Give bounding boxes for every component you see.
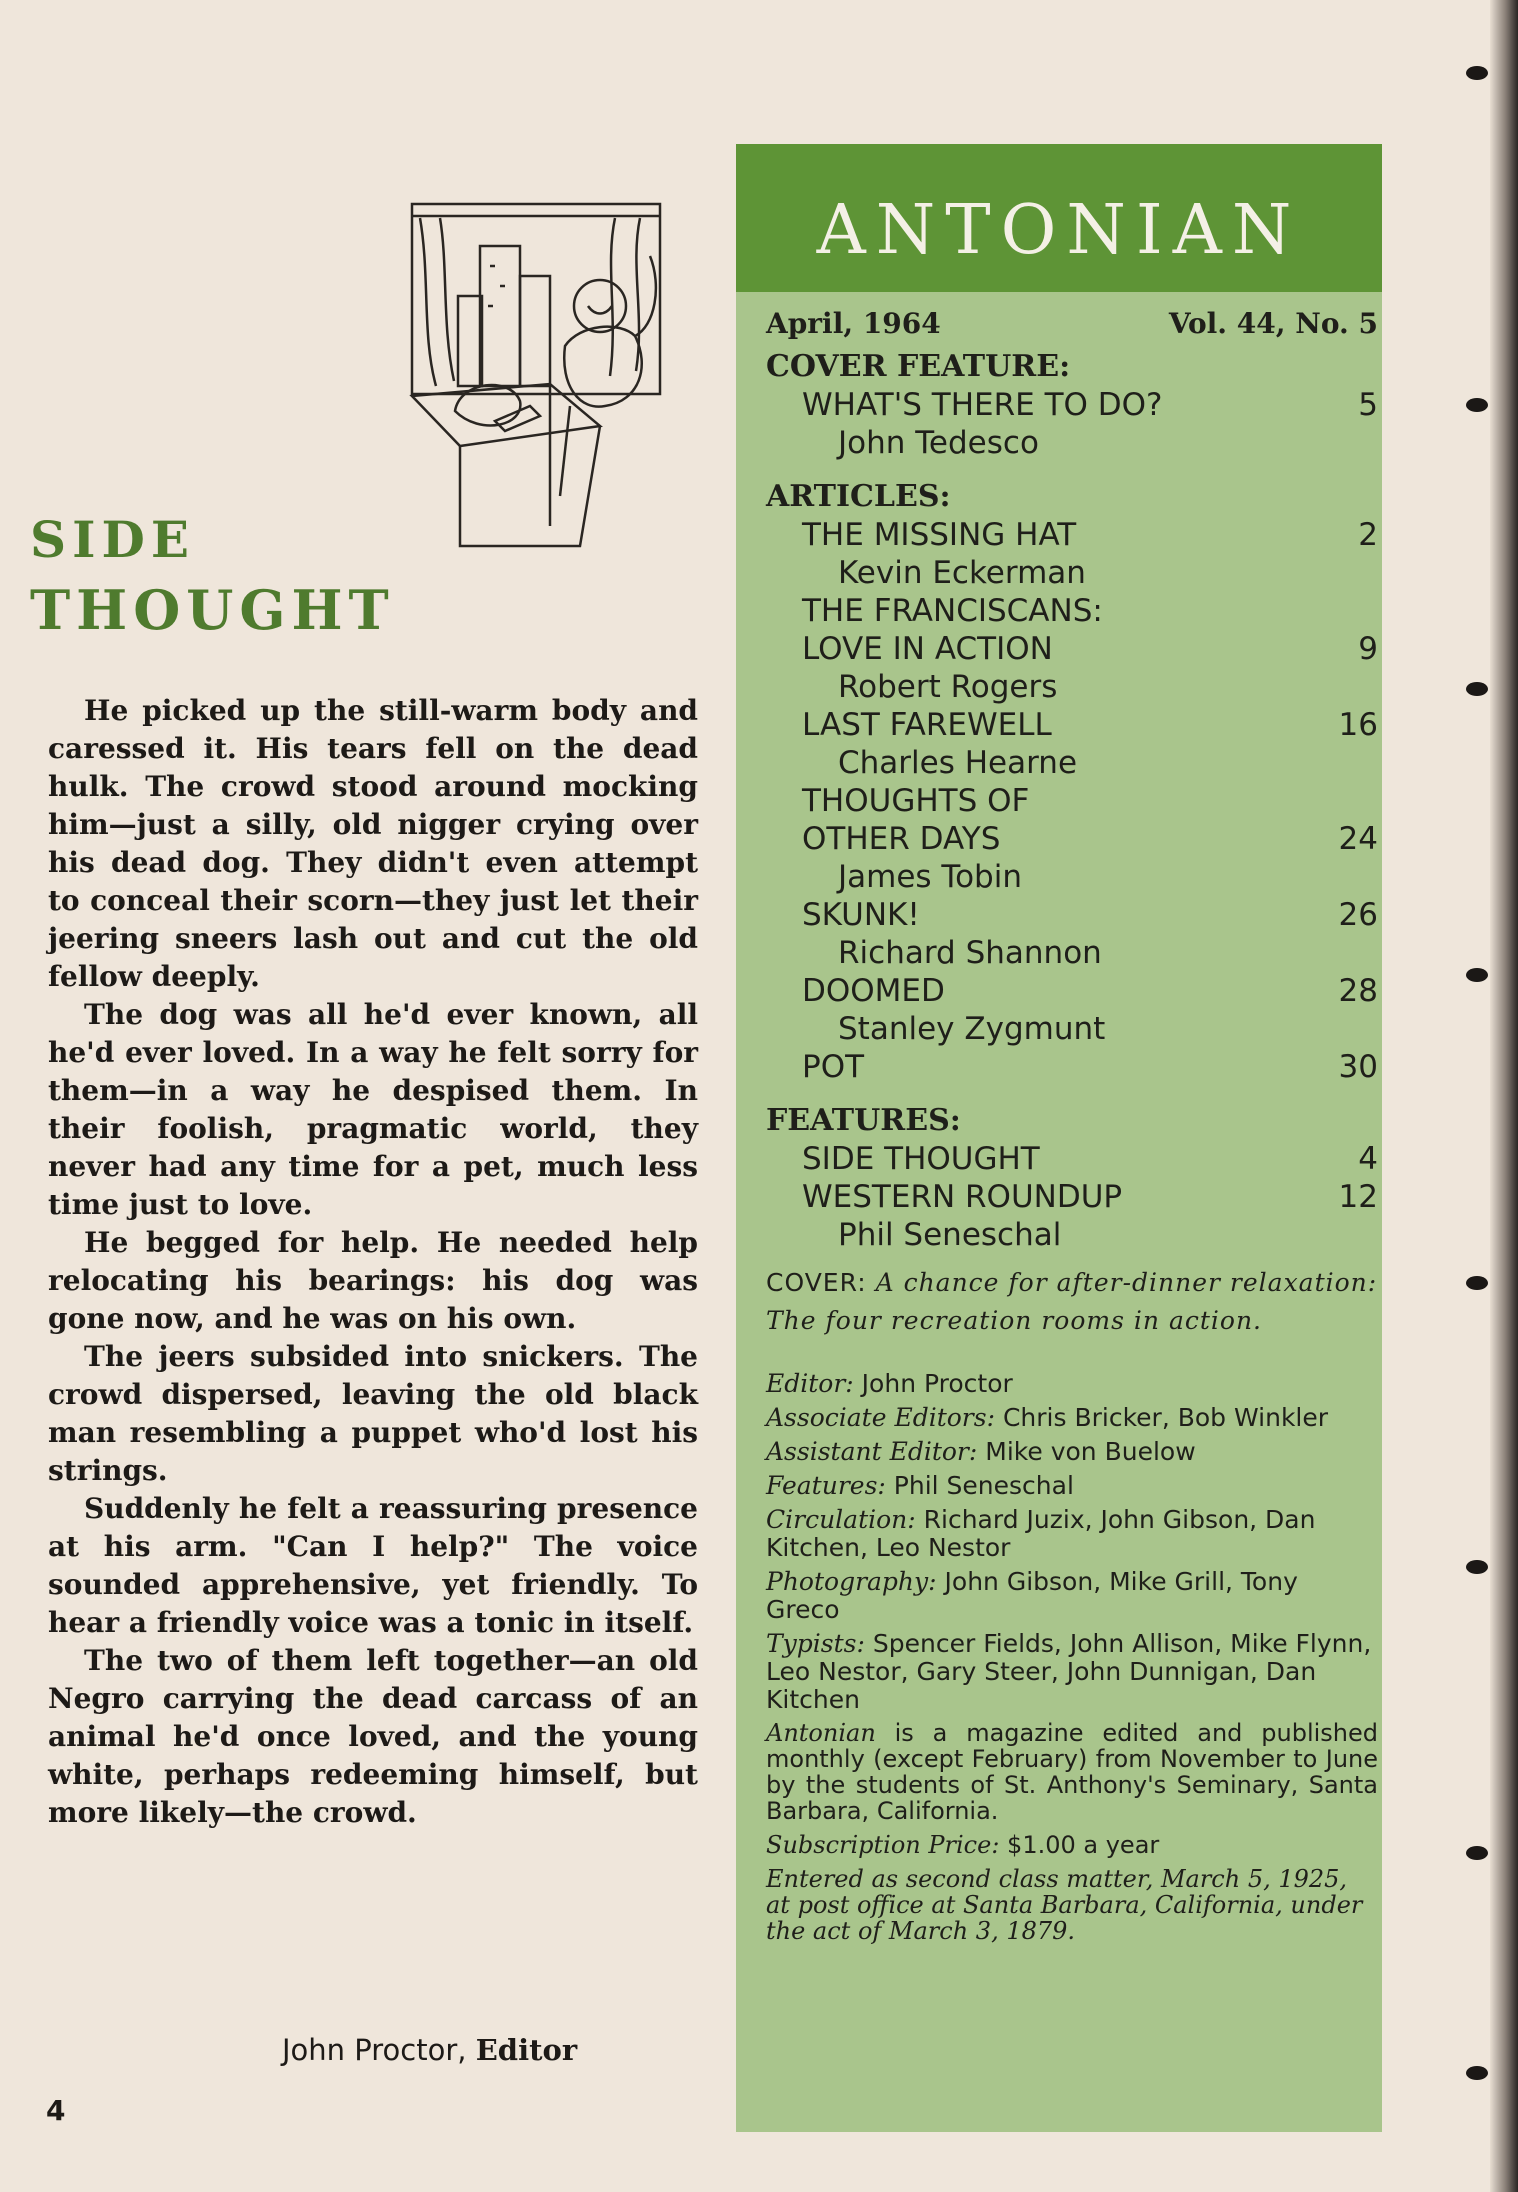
toc-title: LAST FAREWELL bbox=[802, 707, 1052, 743]
binding-hole bbox=[1466, 2066, 1488, 2080]
toc-page: 30 bbox=[1338, 1049, 1378, 1085]
staff-entry bbox=[766, 1404, 1378, 1432]
story-paragraph: He begged for help. He needed help relocating his bearings: his dog was gone now, and he was on his own. bbox=[48, 1226, 698, 1335]
publication-name: Antonian bbox=[766, 1719, 876, 1747]
staff-names: John Proctor bbox=[853, 1369, 1013, 1398]
staff-role: Circulation: bbox=[766, 1505, 916, 1534]
title-line-1: SIDE bbox=[30, 510, 195, 569]
staff-entry bbox=[766, 1630, 1378, 1714]
toc-title: SIDE THOUGHT bbox=[802, 1141, 1040, 1177]
binding-hole bbox=[1466, 66, 1488, 80]
toc-item bbox=[766, 820, 1378, 858]
cover-caption bbox=[766, 1264, 1378, 1340]
articles-heading: ARTICLES: bbox=[766, 479, 951, 514]
cover-caption-text: A chance for after-dinner relaxation: The four recreation rooms in action. bbox=[766, 1268, 1378, 1335]
staff-role: Features: bbox=[766, 1471, 886, 1500]
staff-entry bbox=[766, 1438, 1378, 1466]
staff-names: Mike von Buelow bbox=[977, 1437, 1196, 1466]
story-signature bbox=[282, 2033, 577, 2067]
sketch-illustration bbox=[400, 196, 670, 561]
binding-hole bbox=[1466, 398, 1488, 412]
staff-names: Chris Bricker, Bob Winkler bbox=[995, 1403, 1329, 1432]
toc-page: 16 bbox=[1338, 707, 1378, 743]
toc-item bbox=[766, 630, 1378, 668]
staff-role: Assistant Editor: bbox=[766, 1437, 978, 1466]
toc-page: 2 bbox=[1358, 517, 1378, 553]
story-paragraph: The two of them left together—an old Negro carrying the dead carcass of an animal he'd once loved, and the young white, perhaps redeeming himself, but more likely—the crowd. bbox=[48, 1644, 698, 1829]
toc-item bbox=[766, 896, 1378, 934]
toc-page: 26 bbox=[1338, 897, 1378, 933]
staff-entry bbox=[766, 1568, 1378, 1624]
title-line-2: THOUGHT bbox=[30, 578, 395, 642]
story-paragraph: The jeers subsided into snickers. The crowd dispersed, leaving the old black man resembling a puppet who'd lost his strings. bbox=[48, 1340, 698, 1487]
toc-item bbox=[766, 782, 1378, 820]
subscription-line bbox=[766, 1832, 1378, 1858]
toc-title: POT bbox=[802, 1049, 865, 1085]
binding-hole bbox=[1466, 1276, 1488, 1290]
toc-title: THE FRANCISCANS: bbox=[802, 593, 1103, 629]
toc-page: 4 bbox=[1358, 1141, 1378, 1177]
masthead-title: ANTONIAN bbox=[736, 144, 1382, 292]
toc-title: WESTERN ROUNDUP bbox=[802, 1179, 1123, 1215]
staff-role: Photography: bbox=[766, 1567, 937, 1596]
story-paragraph: Suddenly he felt a reassuring presence at his arm. "Can I help?" The voice sounded apprehensive, yet friendly. To hear a friendly voice was a tonic in itself. bbox=[48, 1492, 698, 1639]
toc-page bbox=[1338, 592, 1378, 630]
toc-title: WHAT'S THERE TO DO? bbox=[802, 387, 1163, 423]
staff-entry bbox=[766, 1370, 1378, 1398]
staff-names: Phil Seneschal bbox=[885, 1471, 1074, 1500]
staff-names: Spencer Fields, John Allison, Mike Flynn, Leo Nestor, Gary Steer, John Dunnigan, Dan Kitchen bbox=[766, 1629, 1372, 1714]
staff-role: Editor: bbox=[766, 1369, 854, 1398]
subscription-label: Subscription Price: bbox=[766, 1831, 1000, 1859]
cover-caption-label: COVER: bbox=[766, 1268, 867, 1297]
toc-title: LOVE IN ACTION bbox=[802, 631, 1053, 667]
articles-list bbox=[766, 516, 1378, 1086]
binding-hole bbox=[1466, 1560, 1488, 1574]
staff-entry bbox=[766, 1472, 1378, 1500]
toc-author: Richard Shannon bbox=[838, 935, 1102, 971]
toc-page: 24 bbox=[1338, 821, 1378, 857]
toc-item bbox=[766, 516, 1378, 554]
masthead-contents bbox=[766, 304, 1378, 1944]
publication-statement bbox=[766, 1720, 1378, 1824]
toc-item bbox=[766, 592, 1378, 630]
staff-role: Typists: bbox=[766, 1629, 865, 1658]
postal-entry-statement: Entered as second class matter, March 5, 1925, at post office at Santa Barbara, California, under the act of March 3, 1879. bbox=[766, 1865, 1363, 1945]
features-list bbox=[766, 1140, 1378, 1254]
toc-page: 12 bbox=[1338, 1179, 1378, 1215]
staff-names: John Gibson, Mike Grill, Tony Greco bbox=[766, 1567, 1298, 1624]
toc-author: Robert Rogers bbox=[838, 669, 1058, 705]
toc-item bbox=[766, 1140, 1378, 1178]
toc-item bbox=[766, 706, 1378, 744]
toc-title: THE MISSING HAT bbox=[802, 517, 1077, 553]
toc-page bbox=[1338, 782, 1378, 820]
features-heading: FEATURES: bbox=[766, 1103, 961, 1138]
toc-title: OTHER DAYS bbox=[802, 821, 1001, 857]
toc-author: Kevin Eckerman bbox=[838, 555, 1086, 591]
toc-page: 5 bbox=[1358, 387, 1378, 423]
toc-author: Charles Hearne bbox=[838, 745, 1078, 781]
signature-name: John Proctor, bbox=[282, 2033, 476, 2067]
story-paragraph: The dog was all he'd ever known, all he'd ever loved. In a way he felt sorry for them—in a way he despised them. In their foolish, pragmatic world, they never had any time for a pet, much less time just to love. bbox=[48, 998, 698, 1221]
binding-hole bbox=[1466, 1846, 1488, 1860]
issue-line bbox=[766, 304, 1378, 344]
staff-role: Associate Editors: bbox=[766, 1403, 996, 1432]
toc-author: John Tedesco bbox=[838, 425, 1039, 461]
toc-item bbox=[766, 1178, 1378, 1216]
staff-entry bbox=[766, 1506, 1378, 1562]
toc-title: DOOMED bbox=[802, 973, 945, 1009]
binding-hole bbox=[1466, 968, 1488, 982]
toc-page: 28 bbox=[1338, 973, 1378, 1009]
signature-role: Editor bbox=[475, 2033, 578, 2067]
toc-item bbox=[766, 972, 1378, 1010]
story-body bbox=[48, 692, 698, 1832]
staff-names: Richard Juzix, John Gibson, Dan Kitchen, Leo Nestor bbox=[766, 1505, 1316, 1562]
toc-title: THOUGHTS OF bbox=[802, 783, 1030, 819]
toc-author: Stanley Zygmunt bbox=[838, 1011, 1106, 1047]
masthead-box bbox=[736, 144, 1382, 2132]
toc-author: James Tobin bbox=[838, 859, 1022, 895]
page-binding-edge bbox=[1490, 0, 1518, 2192]
cover-feature-heading: COVER FEATURE: bbox=[766, 349, 1071, 384]
toc-item bbox=[766, 1048, 1378, 1086]
subscription-value: $1.00 a year bbox=[999, 1831, 1160, 1859]
toc-item bbox=[766, 386, 1378, 424]
toc-page: 9 bbox=[1358, 631, 1378, 667]
toc-title: SKUNK! bbox=[802, 897, 920, 933]
staff-list bbox=[766, 1370, 1378, 1714]
issue-date: April, 1964 bbox=[766, 307, 941, 340]
story-paragraph: He picked up the still-warm body and caressed it. His tears fell on the dead hulk. The crowd stood around mocking him—just a silly, old nigger crying over his dead dog. They didn't even attempt to conceal their scorn—they just let their jeering sneers lash out and cut the old fellow deeply. bbox=[48, 694, 698, 993]
publication-text: is a magazine edited and published monthly (except February) from November to June by the students of St. Anthony's Seminary, Santa Barbara, California. bbox=[766, 1719, 1378, 1825]
page-number: 4 bbox=[46, 2094, 66, 2127]
binding-hole bbox=[1466, 682, 1488, 696]
toc-author: Phil Seneschal bbox=[838, 1217, 1062, 1253]
issue-volume: Vol. 44, No. 5 bbox=[1168, 307, 1378, 340]
side-thought-title bbox=[30, 505, 395, 645]
